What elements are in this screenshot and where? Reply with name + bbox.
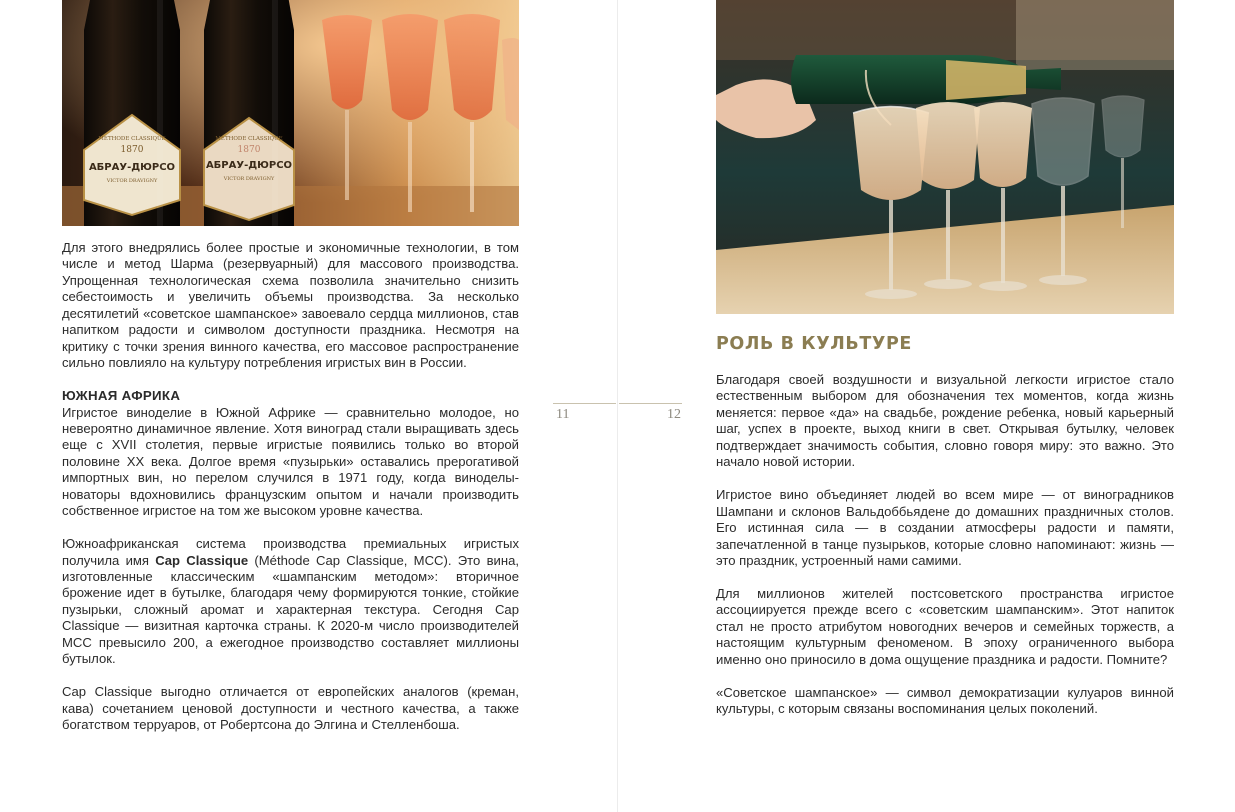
- glass-5-empty: [1102, 96, 1144, 157]
- label-brand: АБРАУ-ДЮРСО: [88, 162, 176, 173]
- paragraph-cap-classique-advantages: Cap Classique выгодно отличается от европейских аналогов (креман, кава) сочетанием ценовой доступности и честного качества, а также богатством терруаров, от Робертсона до Элгина и Стелленбоша.: [62, 684, 519, 733]
- label-year-2: 1870: [237, 145, 261, 155]
- photo-bottles-and-glasses: [62, 0, 519, 226]
- paragraph-cap-classique: Южноафриканская система производства премиальных игристых получила имя Cap Classique (Méthode Cap Classique, MCC). Это вина, изготовленные классическим «шампанским методом»: вторичное брожение идет в бутылке, благодаря чему формируются тонкие, стойкие пузырьки, сложный аромат и характерная текстура. Сегодня Cap Classique — визитная карточка страны. К 2020-м число производителей MCC превысило 200, а ежегодное производство составляет миллионы бутылок.: [62, 536, 519, 667]
- paragraph-unites-people: Игристое вино объединяет людей во всем мире — от виноградников Шампани и склонов Вальдоббьядене до домашних праздничных столов. Его истинная сила — в создании атмосферы радости и памяти, запечатленной в танце пузырьков, которые словно напоминают: жизнь — это праздник, устроенный нами самими.: [716, 487, 1174, 568]
- paragraph-south-africa-intro: Игристое виноделие в Южной Африке — сравнительно молодое, но невероятно динамичное явление. Хотя виноград стали выращивать здесь еще с XVII столетия, первые игристые появились только во второй половине XX века. Долгое время «пузырьки» оставались прерогативой импортных вин, но перелом случился в 1971 году, когда виноделы-новаторы вдохновились французским опытом и начали производить собственное игристое на том же высоком уровне качества.: [62, 404, 519, 519]
- label-method-2: МÉTHODE CLASSIQUE: [215, 136, 283, 142]
- spread-gutter: [617, 0, 618, 812]
- paragraph-celebration-moments: Благодаря своей воздушности и визуальной легкости игристое стало естественным выбором для обозначения тех моментов, когда жизнь меняется: первое «да» на свадьбе, рождение ребенка, новый карьерный шаг, успех в проекте, выход книги в свет. Открывая бутылку, человек подтверждает значимость события, словно говоря миру: это важно. Это начало новой истории.: [716, 372, 1174, 470]
- photo-pouring-champagne: [716, 0, 1174, 314]
- glass-3: [974, 102, 1032, 187]
- page-number-right: 12: [667, 407, 681, 422]
- label-method: МÉTHODE CLASSIQUE: [98, 136, 166, 142]
- paragraph-democratization: «Советское шампанское» — символ демократизации кулуаров винной культуры, с которым связаны воспоминания целых поколений.: [716, 684, 1174, 717]
- page-number-rule-right: [619, 403, 682, 404]
- glass-4-empty: [1032, 98, 1094, 185]
- page-number-rule-left: [553, 403, 616, 404]
- section-title-culture: РОЛЬ В КУЛЬТУРЕ: [716, 334, 912, 354]
- paragraph-mass-production: Для этого внедрялись более простые и экономичные технологии, в том числе и метод Шарма (резервуарный) для массового производства. Упрощенная технологическая схема позволила значительно снизить себестоимость и увеличить объемы производства. За несколько десятилетий «советское шампанское» завоевало сердца миллионов, став напитком радости и символом доступности праздника. Несмотря на критику с точки зрения винного качества, его массовое распространение сильно повлияло на культуру потребления игристых вин в России.: [62, 240, 519, 371]
- label-brand-2: АБРАУ-ДЮРСО: [205, 160, 293, 171]
- label-maker-2: VICTOR DRAVIGNY: [223, 176, 275, 182]
- left-page-text: [62, 240, 519, 734]
- label-maker: VICTOR DRAVIGNY: [106, 178, 158, 184]
- term-cap-classique: Cap Classique: [155, 552, 249, 568]
- paragraph-soviet-champagne: Для миллионов жителей постсоветского пространства игристое ассоциируется прежде всего с «советским шампанским». Этот напиток стал не просто атрибутом новогодних вечеров и семейных торжеств, а настоящим культурным феноменом. В эпоху ограниченного выбора именно оно приносило в дома ощущение праздника и радости. Помните?: [716, 585, 1174, 667]
- label-year: 1870: [120, 145, 144, 155]
- subheading-south-africa: ЮЖНАЯ АФРИКА: [62, 388, 181, 404]
- page-number-left: 11: [556, 407, 570, 422]
- glass-2: [916, 102, 980, 189]
- right-page-text: [716, 372, 1174, 717]
